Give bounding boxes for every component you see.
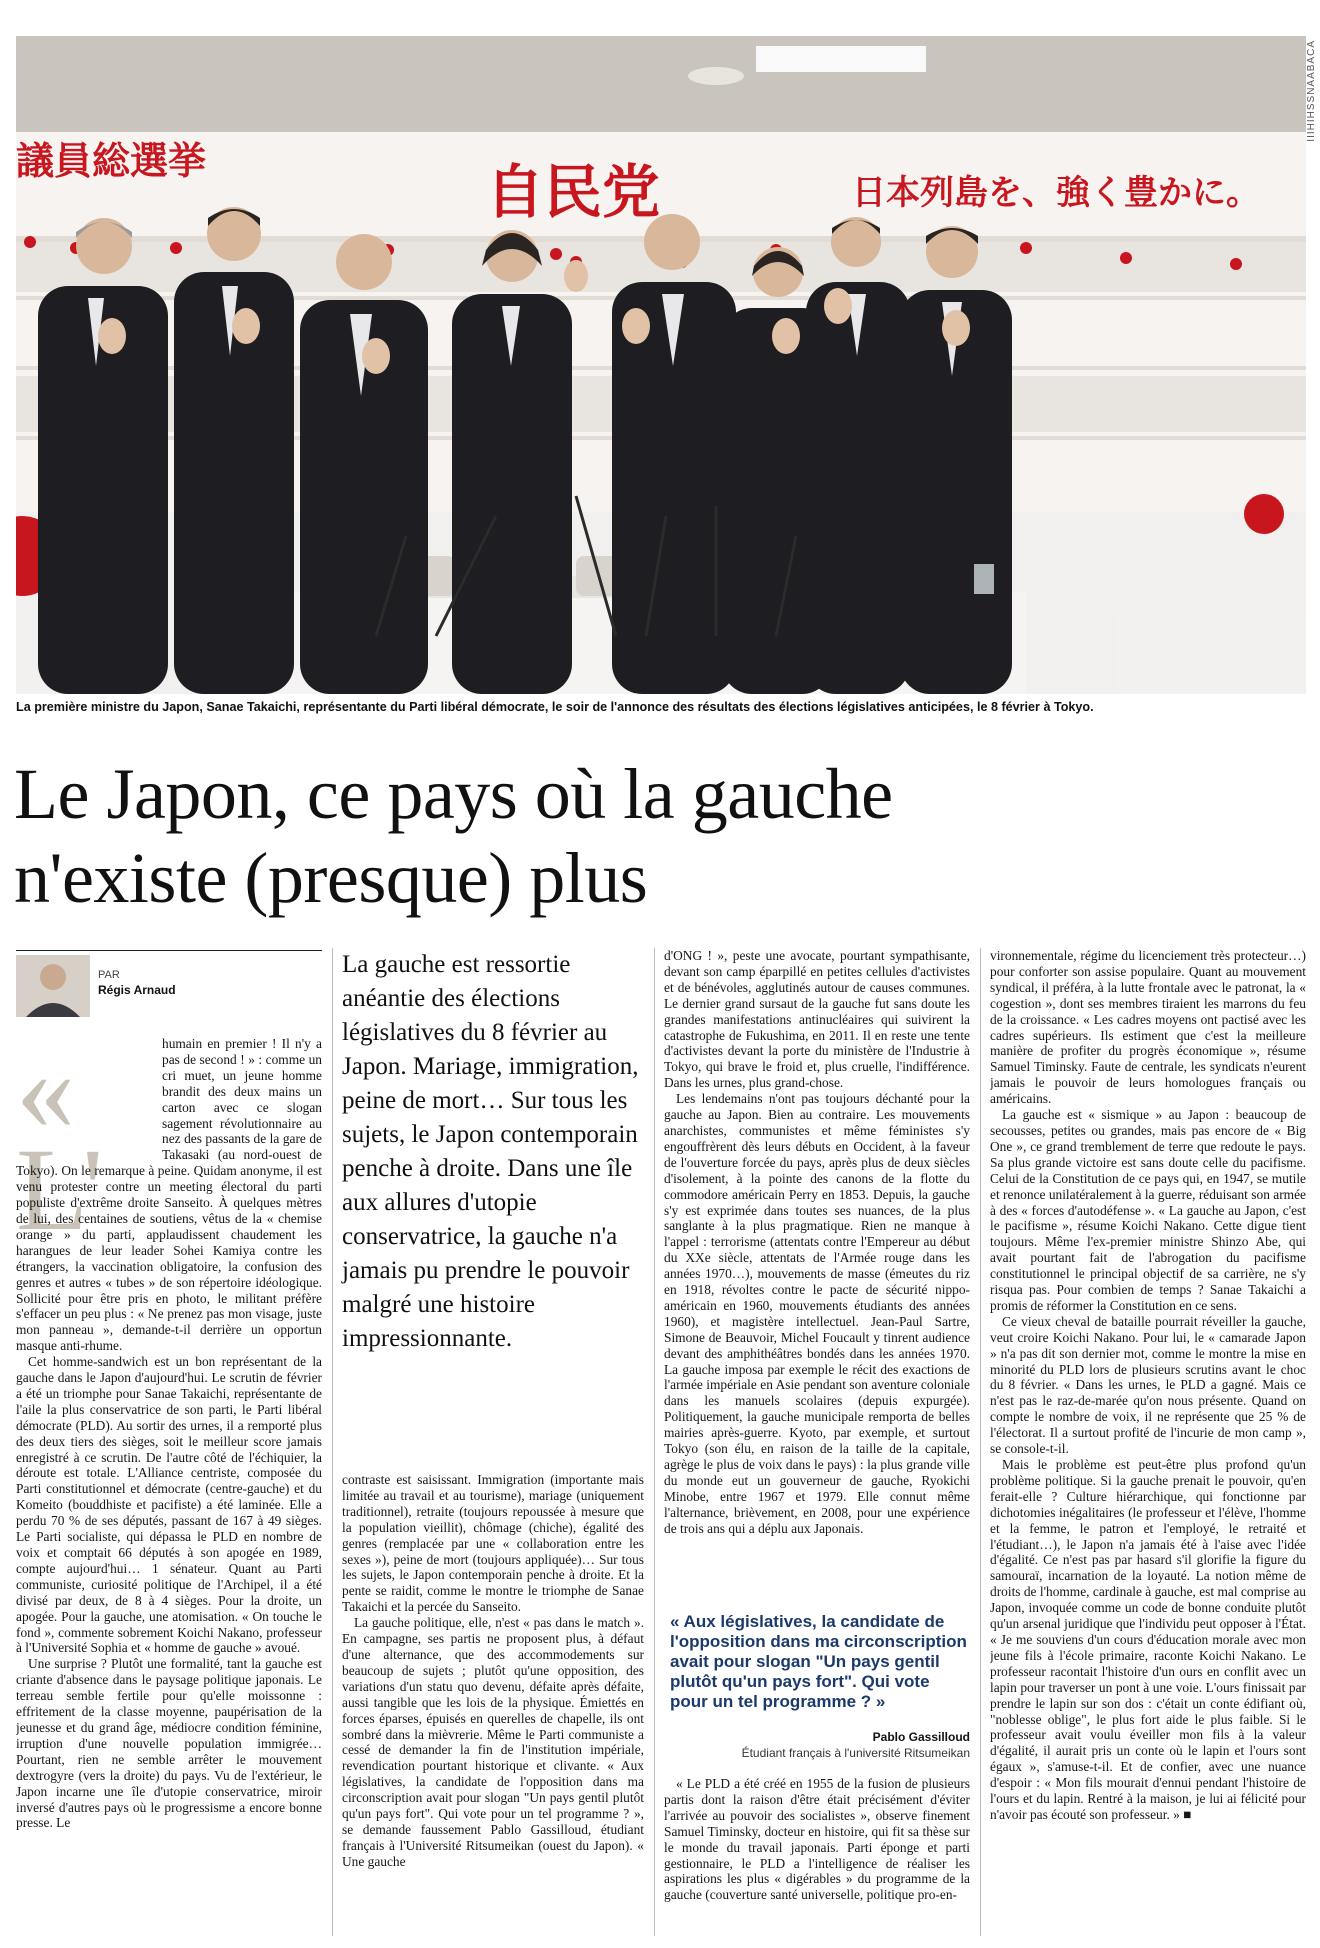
paragraph: « Le PLD a été créé en 1955 de la fusion de plusieurs partis dont la raison d'être était précisément d'éviter l'arrivée au pouvoir des socialistes », observe finement Samuel Timinsky, docteur en histoire, qui fit sa thèse sur le monde du travail japonais. Parti éponge et parti gestionnaire, le PLD a l'intelligence de réaliser les aspirations les plus « digérables » du programme de la gauche (couverture santé universelle, politique pro-en- xyxy=(664,1776,970,1903)
photo-caption: La première ministre du Japon, Sanae Takaichi, représentante du Parti libéral démocrate, le soir de l'annonce des résultats des élections législatives anticipées, le 8 février à Tokyo. xyxy=(16,700,1094,714)
paragraph: vironnementale, régime du licenciement très protecteur…) pour conforter son assise populaire. Quant au mouvement syndical, il préféra, à la lutte frontale avec le patronat, la « cogestion », dont ses membres tiraient les marrons du feu de la croissance. « Les cadres moyens ont pactisé avec les cadres supérieurs. Ils estiment que c'est la meilleure manière de profiter du progrès économique », résume Samuel Timinsky. Faute de centrale, les syndicats n'eurent jamais le pouvoir de leurs homologues français ou américains. xyxy=(990,948,1306,1107)
pull-quote-role: Étudiant français à l'université Ritsumeikan xyxy=(741,1746,970,1760)
pull-quote-author: Pablo Gassilloud xyxy=(872,1730,970,1744)
article-headline xyxy=(14,752,1304,920)
photo-credit: IIIHIHSSNAABACA xyxy=(1306,40,1317,142)
banner-right-text: 日本列島を、強く豊かに。 xyxy=(852,173,1260,213)
byline xyxy=(16,950,322,1020)
article-column-1 xyxy=(16,1036,322,1936)
pull-quote: « Aux législatives, la candidate de l'opposition dans ma circonscription avait pour slogan "Un pays gentil plutôt qu'un pays fort". Qui vote pour un tel programme ? » xyxy=(670,1612,967,1711)
paragraph: Cet homme-sandwich est un bon représentant de la gauche dans le Japon d'aujourd'hui. Le scrutin de février a été un triomphe pour Sanae Takaichi, représentante de l'aile la plus conservatrice de son parti, le Parti libéral démocrate (PLD). Au sortir des urnes, il a remporté plus des deux tiers des sièges, soit le meilleur score jamais enregistré à ce scrutin. De l'autre côté de l'échiquier, la déroute est totale. L'Alliance centriste, composée du Parti constitutionnel et démocrate (centre-gauche) et du Komeito (bouddhiste et pacifiste) a été laminée. Elle a perdu 70 % de ses députés, passant de 167 à 49 sièges. Le Parti socialiste, qui dépassa le PLD en nombre de voix et comptait 66 députés à son apogée en 1989, compte aujourd'hui… 1 sénateur. Quant au Parti communiste, curiosité politique de l'Archipel, il a été divisé par deux, de 8 à 4 sièges. Pour la droite, un apogée. Pour la gauche, une atomisation. « On touche le fond », commente sobrement Koichi Nakano, professeur à l'Université Sophia et « homme de gauche » avoué. xyxy=(16,1354,322,1656)
paragraph: Une surprise ? Plutôt une formalité, tant la gauche est criante d'absence dans le paysage politique japonais. Le terreau semble fertile pour qu'elle moissonne : effritement de la classe moyenne, paupérisation de la jeunesse et du grand âge, médiocre condition féminine, irruption d'une nouvelle population immigrée… Pourtant, rien ne semble arrêter le mouvement dextrogyre (vers la droite) du pays. Vu de l'extérieur, le Japon incarne une île d'utopie conservatrice, miroir inversé d'autres pays où le progressisme a encore bonne presse. Le xyxy=(16,1656,322,1831)
column-rule xyxy=(980,948,981,1936)
column-rule xyxy=(654,948,655,1936)
article-column-3 xyxy=(664,948,970,1588)
paragraph: La gauche est « sismique » au Japon : beaucoup de secousses, petites ou grandes, mais pas encore de « Big One », ce grand tremblement de terre que redoute le pays. Sa plus grande victoire est sans doute celle du pacifisme. Celui de la Constitution de ce pays qui, en 1947, se mutile et renonce unilatéralement à la guerre, réduisant son armée à des « forces d'autodéfense ». « La gauche au Japon, c'est le pacifisme », résume Koichi Nakano. Cette digue tient toujours. Même l'ex-premier ministre Shinzo Abe, qui avait pourtant fait de l'abrogation du pacifisme constitutionnel le principal objectif de sa carrière, ne s'y risqua pas. Pour combien de temps ? Sanae Takaichi a promis de réformer la Constitution en ce sens. xyxy=(990,1107,1306,1313)
author-avatar xyxy=(16,955,90,1017)
headline-line-1: Le Japon, ce pays où la gauche xyxy=(14,754,893,834)
drop-cap: « L' xyxy=(16,1036,98,1255)
news-photo xyxy=(16,36,1306,694)
photo-illustration xyxy=(16,36,1306,694)
paragraph: d'ONG ! », peste une avocate, pourtant sympathisante, devant son camp éparpillé en petites cellules d'activistes et de bénévoles, agglutinés autour de causes communes. Le dernier grand sursaut de la gauche fut sans doute les grandes manifestations antinucléaires qui suivirent la catastrophe de Fukushima, en 2011. Il en reste une tente d'activistes devant la porte du ministère de l'Industrie à Tokyo, qui brave le froid et, plus cruelle, l'indifférence. Dans les urnes, plus grand-chose. xyxy=(664,948,970,1091)
byline-par: PAR xyxy=(98,969,120,981)
article-column-2 xyxy=(342,1472,644,1936)
author-name: Régis Arnaud xyxy=(98,983,176,997)
column-rule xyxy=(332,948,333,1936)
article-column-3-continued xyxy=(664,1776,970,1936)
paragraph: Les lendemains n'ont pas toujours déchanté pour la gauche au Japon. Bien au contraire. Les mouvements anarchistes, communistes et même féministes s'y engouffrèrent dès leurs débuts en Occident, à la faveur de l'ouverture forcée du pays, après plus de deux siècles d'isolement, à la pointe des canons de la flotte du commodore américain Perry en 1853. Depuis, la gauche s'y est exprimée dans toutes ses nuances, de la plus sanglante à la plus pragmatique. Rien ne manque à l'appel : terrorisme (attentats contre l'Empereur au début du XXe siècle, attentats de l'Armée rouge dans les années 1970…), mouvements de masse (émeutes du riz en 1918, révoltes contre le pacte de sécurité nippo-américain en 1960, mouvements étudiants des années 1960), et magistère intellectuel. Jean-Paul Sartre, Simone de Beauvoir, Michel Foucault y tinrent audience devant des amphithéâtres bondés dans les années 1970. La gauche imposa par exemple le récit des exactions de l'armée impériale en Asie pendant son aventure coloniale dans les manuels scolaires (depuis expurgée). Politiquement, la gauche municipale remporta de belles mairies après-guerre. Kyoto, par exemple, et surtout Tokyo (son élu, en raison de la taille de la capitale, agrège le plus de voix dans le pays) : la plus grande ville du monde eut un gouverneur de gauche, Ryokichi Minobe, entre 1967 et 1979. Elle connut même l'alternance, brièvement, en 2008, pour une expérience de trois ans qui a déplu aux Japonais. xyxy=(664,1091,970,1536)
headline-line-2: n'existe (presque) plus xyxy=(14,838,648,918)
paragraph: contraste est saisissant. Immigration (importante mais limitée au travail et au tourisme), mariage (uniquement traditionnel), retraite (toujours repoussée à mesure que la population vieillit), chômage (chiche), égalité des genres (remplacée par une « collaboration entre les sexes »), peine de mort (toujours appliquée)… Sur tous les sujets, le Japon contemporain penche à droite. Et la pente se raidit, comme le montre le triomphe de Sanae Takaichi et la percée du Sanseito. xyxy=(342,1472,644,1615)
banner-left-text: 議員総選挙 xyxy=(16,139,207,183)
article-column-4 xyxy=(990,948,1306,1936)
paragraph: Mais le problème est peut-être plus profond qu'un problème politique. Si la gauche prenait le pouvoir, qu'en ferait-elle ? Culture hiérarchique, qui fonctionne par dichotomies inégalitaires (le professeur et l'élève, l'homme et la femme, le patron et l'employé, le retraité et l'étudiant…), le Japon n'a jamais été à l'aise avec l'idée d'égalité. Ce n'est pas par hasard s'il glorifie la figure du samouraï, incarnation de la loyauté. La notion même de droits de l'homme, cardinale à gauche, est mal comprise au Japon, invoquée comme un code de bonne conduite plutôt qu'un arsenal juridique que l'individu peut opposer à l'État. « Je me souviens d'un cours d'éducation morale avec mon jeune fils à l'école primaire, raconte Koichi Nakano. Le professeur racontait l'histoire d'un ours en conflit avec un lapin pour traverser un pont à une voie. L'ours finissait par prendre le lapin sur son dos : c'était un conte édifiant où, "noblesse oblige", le plus fort aide le plus faible. Si le professeur avait voulu éveiller mon fils à la valeur d'égalité, il aurait pris un conte où le lapin et l'ours sont égaux », s'amuse-t-il. Et de confier, avec une nuance d'espoir : « Mon fils mourait d'ennui pendant l'histoire de l'ours et du lapin. Rentré à la maison, je lui ai félicité pour n'avoir pas écouté son professeur. » ■ xyxy=(990,1457,1306,1822)
paragraph: humain en premier ! Il n'y a pas de second ! » : comme un cri muet, un jeune homme brandit des deux mains un carton avec ce slogan sagement révolutionnaire au nez des passants de la gare de Takasaki (au nord-ouest de Tokyo). On le remarque à peine. Quidam anonyme, il est venu protester contre un meeting électoral du parti populiste d'extrême droite Sanseito. À quelques mètres de lui, des centaines de soutiens, vêtus de la « chemise orange » du parti, applaudissent chaudement les harangues de leur leader Sohei Kamiya contre les étrangers, la vaccination obligatoire, la confusion des genres et autres « tubes » de son répertoire idéologique. Sollicité pour être pris en photo, le militant préfère s'effacer un peu plus : « Ne prenez pas mon visage, juste mon panneau », demande-t-il derrière un opportun masque anti-rhume. xyxy=(16,1036,322,1354)
paragraph: La gauche politique, elle, n'est « pas dans le match ». En campagne, ses partis ne proposent plus, à défaut d'une alternance, que des accommodements sur beaucoup de sujets ; plutôt qu'une opposition, des variations d'un statu quo devenu, défaite après défaite, aussi tangible que les lois de la physique. Émiettés en forces éparses, épuisés en querelles de chapelle, ils ont sombré dans la mièvrerie. Même le Parti communiste a cessé de demander la fin de l'institution impériale, revendication pourtant historique et clivante. « Aux législatives, la candidate de l'opposition dans ma circonscription avait pour slogan "Un pays gentil plutôt qu'un pays fort". Qui vote pour un tel programme ? », se demande faussement Pablo Gassilloud, étudiant français à l'Université Ritsumeikan (ouest du Japon). « Une gauche xyxy=(342,1615,644,1869)
article-deck: La gauche est ressortie anéantie des élections législatives du 8 février au Japon. Mariage, immigration, peine de mort… Sur tous les sujets, le Japon contemporain penche à droite. Dans une île aux allures d'utopie conservatrice, la gauche n'a jamais pu prendre le pouvoir malgré une histoire impressionnante. xyxy=(342,951,639,1352)
paragraph: Ce vieux cheval de bataille pourrait réveiller la gauche, veut croire Koichi Nakano. Pour lui, le « camarade Japon » n'a pas dit son dernier mot, comme le montre la mise en minorité du PLD lors de plusieurs scrutins avant le choc du 8 février. « Dans les urnes, le PLD a gagné. Mais ce n'est pas le raz-de-marée qu'on nous présente. Quand on compte le nombre de voix, il ne représente que 25 % de l'électorat. Il a surtout profité de l'incurie de mon camp », se console-t-il. xyxy=(990,1313,1306,1457)
banner-center-text: 自民党 xyxy=(486,158,661,226)
